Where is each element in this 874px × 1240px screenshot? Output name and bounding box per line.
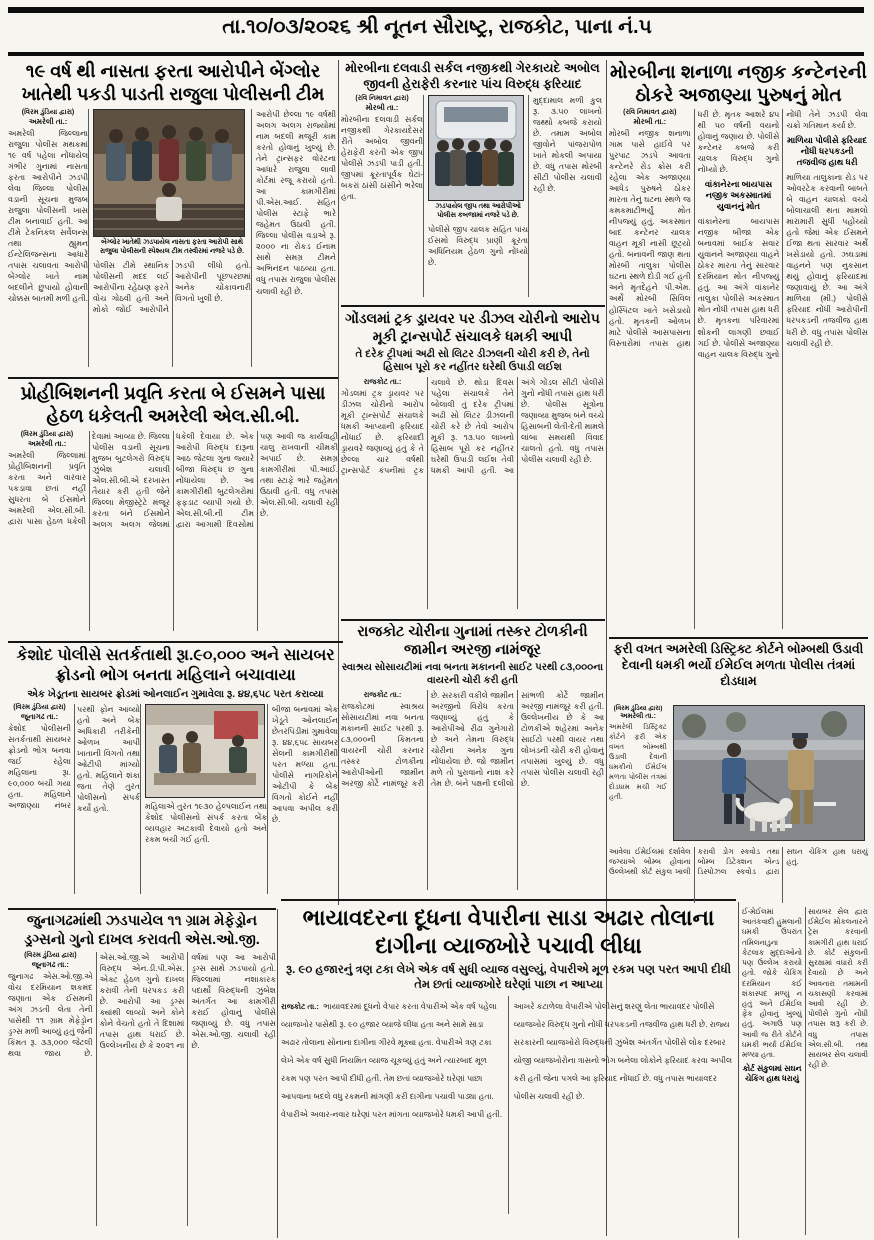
article-divider xyxy=(609,637,868,639)
article-body-columns xyxy=(8,704,343,894)
article-body-columns xyxy=(8,952,276,1226)
body-text: ગોંડલમાં ટ્રક ડ્રાયવર પર ડીઝલ ચોરીનો આરોપ મૂકી ટ્રાન્સપોર્ટ સંચાલકે ધમકી આપ્યાની ફરિયાદ નોંધાઈ છે. ફરિયાદી ડ્રાયવરે જણાવ્યું હતું કે તે છેલ્લા ચાર વર્ષથી ટ્રાન્સપોર્ટ કંપનીમાં ટ્રક ચલાવે છે. થોડા દિવસ પહેલા સંચાલકે તેને બોલાવી તું દરેક ટ્રીપમાં અઢી સો લિટર ડીઝલની ચોરી કરે છે તેવો આરોપ મૂકી રૂ. ૧૩.૫૦ લાખનો હિસાબ પૂરો કર નહીંતર ઘરેથી ઉપાડી લઈશ તેવી ધમકી આપી હતી. આ અંગે ગોંડલ સીટી પોલીસે ગુનો નોંધી તપાસ હાથ ધરી છે. પોલીસ સૂત્રોના જણાવ્યા મુજબ બંને વચ્ચે હિસાબની લેતી-દેતી મામલે લાંબા સમયથી વિવાદ ચાલતો હતો. વધુ તપાસ પોલીસ ચલાવી રહી છે. xyxy=(341,378,604,476)
byline: (રવિ નિમાવત દ્વારા) xyxy=(355,95,409,102)
body-text: કેશોદ પોલીસની સતર્કતાથી સાયબર ફ્રોડનો ભોગ બનવા જઈ રહેલા મહિલાના રૂા. ૯૦,૦૦૦ બચી ગયા હતા. મહિલાને અજાણ્યા નંબર પરથી ફોન આવ્યો હતો અને બેંક અધિકારી તરીકેની ઓળખ આપી ખાતાની વિગતો તથા ઓટીપી માંગ્યો હતો. મહિલાને શંકા જતા તેણે તુરંત પોલીસનો સંપર્ક કર્યો હતો. xyxy=(8,705,140,814)
body-text: અમરેલી જિલ્લામાં પ્રોહીબિશનની પ્રવૃતિ કરતા અને વારંવાર પકડાવા છતાં નહીં સુધરતા બે ઈસમોને અમરેલી એલ.સી.બી. દ્વારા પાસા હેઠળ ધકેલી દેવામાં આવ્યા છે. જિલ્લા પોલીસ વડાની સૂચના મુજબ બુટલેગરો વિરુદ્ધ ઝુંબેશ ચલાવી એલ.સી.બી.એ દરખાસ્ત તૈયાર કરી હતી જેને જિલ્લા મેજીસ્ટ્રેટે મંજૂર કરતા બંને ઈસમોને અલગ અલગ જેલમાં ધકેલી દેવાયા છે. એક આરોપી વિરુદ્ધ દારૂના આઠ જેટલા ગુના જ્યારે બીજા વિરુદ્ધ છ ગુના નોંધાયેલા છે. આ કામગીરીથી બુટલેગરોમાં ફફડાટ વ્યાપી ગયો છે. એલ.સી.બી.ની ટીમ દ્વારા આગામી દિવસોમાં પણ આવી જ કાર્યવાહી ચાલુ રાખવાની ચીમકી અપાઈ છે. સમગ્ર કામગીરીમાં પી.આઈ. તથા સ્ટાફે ભારે જહેમત ઉઠાવી હતી. વધુ તપાસ એલ.સી.બી. ચલાવી રહી છે. xyxy=(8,432,338,530)
headline: ફરી વખત અમરેલી ડિસ્ટ્રિક્ટ કોર્ટને બોમ્બથી ઉડાવી દેવાની ધમકી ભર્યો ઈમેઈલ મળતા પોલીસ તંત્રમાં દોડધામ xyxy=(613,642,864,688)
byline: (વિરમ ડુંડિયા દ્વારા) xyxy=(13,704,66,711)
photo-column xyxy=(88,109,251,367)
article-body-columns xyxy=(281,996,736,1214)
photo-column xyxy=(423,95,528,297)
photo-column xyxy=(140,704,267,894)
article-body-columns xyxy=(609,109,868,629)
headline: મોરબીના દલવાડી સર્કલ નજીકથી ગેરકાયદે અબોલ જીવની હેરાફેરી કરનાર પાંચ વિરુદ્ધ ફરિયાદ xyxy=(345,61,600,91)
headline: મોરબીના શનાળા નજીક કન્ટેનરની ઠોકરે અજાણ્યા પુરુષનું મોત xyxy=(610,61,867,105)
article-body-columns xyxy=(341,690,604,890)
article-divider xyxy=(8,377,338,379)
byline: (વિરમ ડુંડિયા દ્વારા) xyxy=(20,431,74,438)
text-column xyxy=(528,95,602,297)
masthead-top-rule xyxy=(8,7,864,13)
headline: રાજકોટ ચોરીના ગુનામાં તસ્કર ટોળકીની જામીન અરજી નામંજૂર xyxy=(357,624,588,658)
column-rule xyxy=(277,909,278,1238)
subheadline: સ્વાશ્રય સોસાયટીમાં નવા બનતા મકાનની સાઈટ પરથી ૮૩,૦૦૦ના વાયરની ચોરી કરી હતી xyxy=(341,662,604,686)
body-text: આવેલા ઈમેઈલમાં દર્શાવેલ જગ્યાએ બોમ્બ હોવાના ઉલ્લેખથી કોર્ટ સંકુલ ખાલી કરાવી ડોગ સ્કવોડ તથા બોમ્બ ડિટેક્શન એન્ડ ડિસ્પોઝલ સ્કવોડ દ્વારા સઘન ચેકિંગ હાથ ધરાયું હતું. xyxy=(609,847,868,877)
dateline: મોરબી તા.: xyxy=(365,103,399,112)
dateline: અમરેલી તા.: xyxy=(28,117,68,126)
article-divider xyxy=(8,908,276,910)
body-text: મોરબી નજીક શનાળા ગામ પાસે હાઈવે પર પુરપાટ ઝડપે આવતા કન્ટેનરે રોડ ક્રોસ કરી રહેલા એક અજાણ્યા આધેડ પુરુષને ઠોકર મારતા તેનું ઘટના સ્થળે જ કમકમાટીભર્યું મોત નીપજ્યું હતું. અકસ્માત બાદ કન્ટેનર ચાલક વાહન મૂકી નાસી છૂટ્યો હતો. બનાવની જાણ થતા મોરબી તાલુકા પોલીસ ઘટના સ્થળે દોડી ગઈ હતી અને મૃતદેહને પી.એમ. અર્થે મોરબી સિવિલ હોસ્પિટલ ખાતે ખસેડાયો હતો. મૃતકની ઓળખ માટે પોલીસે આસપાસના વિસ્તારોમાં તપાસ હાથ ધરી છે. મૃતક આશરે ૪૫ થી ૫૦ વર્ષની વયનો હોવાનું જણાય છે. પોલીસે કન્ટેનર કબજે કરી ચાલક વિરુદ્ધ ગુનો નોંધ્યો છે. xyxy=(609,110,780,348)
headline: કેશોદ પોલીસે સતર્કતાથી રૂા.૯૦,૦૦૦ અને સાયબર ફ્રોડનો ભોગ બનતા મહિલાને બચાવાયા xyxy=(16,647,335,684)
body-text: પોલીસે જીપ ચાલક સહિત પાંચ ઈસમો વિરુદ્ધ પ્રાણી ક્રૂરતા અધિનિયમ હેઠળ ગુનો નોંધ્યો છે. xyxy=(428,224,528,267)
article-prohibition-pasa xyxy=(8,382,338,638)
article-rajula-fugitive xyxy=(8,60,338,376)
byline: (વિરમ ડુંડિયા દ્વારા) xyxy=(24,952,77,959)
body-text: આરોપી છેલ્લા ૧૯ વર્ષથી અલગ અલગ રાજ્યોમાં નામ બદલી મજૂરી કામ કરતો હોવાનું ખુલ્યું છે. તેને ટ્રાન્સફર વોરંટના આધારે રાજુલા લાવી કોર્ટમાં રજૂ કરાયો હતો. આ કામગીરીમાં પી.એસ.આઈ. સહિત પોલીસ સ્ટાફે ભારે જહેમત ઉઠાવી હતી. જિલ્લા પોલીસ વડાએ રૂ. ૨૦૦૦ ના રોકડ ઈનામ સાથે સમગ્ર ટીમને અભિનંદન પાઠવ્યા હતા. વધુ તપાસ રાજુલા પોલીસ ચલાવી રહી છે. xyxy=(256,110,336,296)
headline: ભાયાવદરના દૂધના વેપારીના સાડા અઢાર તોલાના દાગીના વ્યાજખોરે પચાવી લીધા xyxy=(302,905,715,958)
dog-squad-photo xyxy=(673,705,865,841)
suspects-group-photo-image xyxy=(93,109,245,237)
article-divider xyxy=(341,305,605,307)
dateline: મોરબી તા.: xyxy=(633,117,667,126)
article-body-columns xyxy=(341,95,604,297)
article-bhayavadar-moneylender xyxy=(281,904,736,1238)
suspects-group-photo xyxy=(93,109,251,257)
headline: પ્રોહીબિશનની પ્રવૃતિ કરતા બે ઈસમને પાસા હેઠળ ધકેલતી અમરેલી એલ.સી.બી. xyxy=(20,383,326,426)
subheadline: રૂ. ૯૦ હજારનું ત્રણ ટકા લેખે એક વર્ષ સુધી વ્યાજ વસુલ્યું, વેપારીએ મૂળ રકમ પણ પરત આપી દીધી તેમ છતાં વ્યાજખોરે ઘરેણાં પાછા ન આપ્યા xyxy=(286,964,731,991)
body-text: માળિયા તાલુકાના રોડ પર ઓવરટેક કરવાની બાબતે બે વાહન ચાલકો વચ્ચે બોલાચાલી થતા મામલો મારામારી સુધી પહોંચ્યો હતો જેમાં એક ઈસમને ઈજા થતા સારવાર અર્થે ખસેડાયો હતો. ઝઘડામાં વાહનને પણ નુકસાન થયું હોવાનું ફરિયાદમાં જણાવાયું છે. આ અંગે માળિયા (મી.) પોલીસે ફરિયાદ નોંધી આરોપીની ધરપકડની તજવીજ હાથ ધરી છે. વધુ તપાસ પોલીસ ચલાવી રહી છે. xyxy=(786,173,868,348)
subheadline: એક ખેડૂતના સાયબર ફ્રોડમાં ઓનલાઈન ગુમાવેલા રૂ. ૪૪,૬૫૮ પરત કરાવ્યા xyxy=(27,689,324,700)
text-column xyxy=(341,95,423,297)
body-text: અમરેલી ડિસ્ટ્રિક્ટ કોર્ટને ફરી એક વખત બોમ્બથી ઉડાવી દેવાની ધમકીનો ઈમેઈલ મળતા પોલીસ તંત્રમાં દોડધામ મચી ગઈ હતી. xyxy=(609,722,667,801)
article-gondal-threat xyxy=(341,309,604,615)
article-body-columns xyxy=(8,109,338,367)
byline: (વિરમ ડુંડિયા દ્વારા) xyxy=(21,109,75,116)
byline: (વિરમ ડુંડિયા દ્વારા) xyxy=(613,705,663,712)
article-dalwadi-smuggling xyxy=(341,60,604,304)
body-text: રાજકોટમાં સ્વાશ્રય સોસાયટીમાં નવા બનતા મકાનની સાઈટ પરથી રૂ. ૮૩,૦૦૦ની કિંમતના વાયરની ચોરી કરનાર તસ્કર ટોળકીના આરોપીઓની જામીન અરજી કોર્ટે નામંજૂર કરી છે. સરકારી વકીલે જામીન અરજીનો વિરોધ કરતા જણાવ્યું હતું કે આરોપીઓ રીઢા ગુનેગારો છે અને તેમના વિરુદ્ધ ચોરીના અનેક ગુના નોંધાયેલા છે. જો જામીન મળે તો પુરાવાનો નાશ કરે તેમ છે. બંને પક્ષની દલીલો સાંભળી કોર્ટે જામીન અરજી નામંજૂર કરી હતી. ઉલ્લેખનીય છે કે આ ટોળકીએ શહેરમાં અનેક સાઈટો પરથી વાયર તથા લોખંડની ચોરી કરી હોવાનું તપાસમાં ખુલ્યું છે. વધુ તપાસ પોલીસ ચલાવી રહી છે. xyxy=(341,691,604,789)
masthead-dateline: તા.૧૦/૦૩/૨૦૨૬ શ્રી નૂતન સૌરાષ્ટ્ર, રાજકોટ, પાના નં.૫ xyxy=(222,16,652,38)
article-continuation-columns xyxy=(742,907,868,1235)
article-rajkot-bail xyxy=(341,623,604,897)
cyber-fraud-scene-photo-image xyxy=(145,704,265,798)
dateline: જૂનાગઢ તા.: xyxy=(20,712,59,721)
headline: જુનાગઢમાંથી ઝડપાયેલ ૧૧ ગ્રામ મેફેડ્રોન ડ્રગ્સનો ગુનો દાખલ કરાવતી એસ.ઓ.જી. xyxy=(24,913,260,948)
subheadline: તે દરેક ટ્રીપમાં અઢી સો લિટર ડીઝલની ચોરી કરી છે, તેનો હિસાબ પૂરો કર નહીંતર ઘરેથી ઉપાડી લઈશ xyxy=(355,348,590,373)
body-text: જુનાગઢ એસ.ઓ.જી.એ વોચ દરમિયાન શકમંદ જણાતા એક ઈસમની અંગ ઝડતી લેતા તેની પાસેથી ૧૧ ગ્રામ મેફેડ્રોન ડ્રગ્સ મળી આવ્યું હતું જેની કિંમત રૂ. ૩૩,૦૦૦ જેટલી થવા જાય છે. એસ.ઓ.જી.એ આરોપી વિરુદ્ધ એન.ડી.પી.એસ. એક્ટ હેઠળ ગુનો દાખલ કરાવી તેની ધરપકડ કરી છે. આરોપી આ ડ્રગ્સ ક્યાંથી લાવ્યો અને કોને કોને વેચતો હતો તે દિશામાં તપાસ હાથ ધરાઈ છે. ઉલ્લેખનીય છે કે ૨૦૨૧ ના વર્ષમાં પણ આ આરોપી ડ્રગ્સ સાથે ઝડપાયો હતો. જિલ્લામાં નશાકારક પદાર્થો વિરુદ્ધની ઝુંબેશ અંતર્ગત આ કામગીરી કરાઈ હોવાનું પોલીસે જણાવ્યું છે. વધુ તપાસ એસ.ઓ.જી. ચલાવી રહી છે. xyxy=(8,953,276,1059)
text-column xyxy=(8,704,140,894)
article-divider xyxy=(341,619,605,621)
byline: (રવિ નિમાવત દ્વારા) xyxy=(623,109,677,116)
dateline: રાજકોટ તા.: xyxy=(363,690,402,699)
dateline: રાજકોટ તા.: xyxy=(363,377,402,386)
headline: ૧૯ વર્ષ થી નાસતા ફરતા આરોપીને બેંગ્લોર ખાતેથી પકડી પાડતી રાજુલા પોલીસની ટીમ xyxy=(21,61,325,104)
body-text: ઈ-મેઈલમાં આતંકવાદી હુમલાની ધમકી ઉપરાંત તમિલનાડુના કેટલાક મુદ્દાઓનો પણ ઉલ્લેખ કરાયો હતો. જોકે ચેકિંગ દરમિયાન કંઈ શંકાસ્પદ મળ્યું ન હતું અને ઈમેઈલ ફેક હોવાનું ખુલ્યું હતું. અગાઉ પણ આવી જ રીતે કોર્ટને ધમકી ભર્યા ઈમેઈલ મળ્યા હતા. xyxy=(742,907,802,1060)
jeep-suspects-photo xyxy=(428,95,528,221)
article-keshod-cyberfraud xyxy=(8,646,343,904)
dateline: રાજકોટ તા.: xyxy=(281,1002,319,1011)
inner-subhead: કોર્ટ સંકુલમાં સઘન ચેકિંગ હાથ ધરાયું xyxy=(742,1064,802,1084)
dateline: અમરેલી તા.: xyxy=(620,713,656,720)
jeep-suspects-photo-image xyxy=(428,95,524,201)
body-text: સાયબર સેલ દ્વારા ઈમેઈલ મોકલનારને ટ્રેસ કરવાની કામગીરી હાથ ધરાઈ છે. કોર્ટ સંકુલની સુરક્ષામાં વધારો કરી દેવાયો છે અને આવનારા તમામની ચકાસણી કરવામાં આવી રહી છે. પોલીસે ગુનો નોંધી તપાસ શરૂ કરી છે. વધુ તપાસ એલ.સી.બી. તથા સાયબર સેલ ચલાવી રહી છે. xyxy=(808,907,868,1070)
inner-subhead: વાંકાનેરના બાયપાસ નજીક અકસ્માતમાં યુવાનનું મોત xyxy=(704,179,773,212)
dateline: જૂનાગઢ તા.: xyxy=(31,960,69,969)
article-divider xyxy=(8,641,343,643)
cyber-fraud-scene-photo xyxy=(145,704,267,798)
inner-subhead: માળિયા પોલીસે ફરિયાદ નોંધી ધરપકડની તજવીજ હાથ ધરી xyxy=(787,135,868,168)
text-column xyxy=(267,704,338,894)
text-column xyxy=(609,705,667,845)
text-column xyxy=(8,109,88,367)
article-body-columns xyxy=(8,431,338,631)
photo-caption: ઝડપાયેલ જીપ તથા આરોપીઓ પોલીસ કબજામાં નજરે પડે છે. xyxy=(435,203,521,219)
body-text: વાંકાનેરના બાયપાસ નજીક બીજા એક બનાવમાં બાઈક સવાર યુવાનને અજાણ્યા વાહને ઠોકર મારતા તેનું સારવાર દરમિયાન મોત નીપજ્યું હતું. આ અંગે વાંકાનેર તાલુકા પોલીસે અકસ્માત મોત નોંધી તપાસ હાથ ધરી છે. મૃતકના પરિવારમાં શોકની લાગણી છવાઈ ગઈ છે. પોલીસે અજાણ્યા વાહન ચાલક વિરુદ્ધ ગુનો નોંધી તેને ઝડપી લેવા ચક્રો ગતિમાન કર્યા છે. xyxy=(697,110,868,359)
article-shanala-accident xyxy=(609,60,868,636)
body-text: અમરેલી જિલ્લાના રાજુલા પોલીસ મથકમાં ૧૯ વર્ષ પહેલા નોંધાયેલ ગંભીર ગુનામાં નાસતા ફરતા આરોપીને ઝડપી લેવા જિલ્લા પોલીસ વડાની સૂચના મુજબ રાજુલા પોલીસની ખાસ ટીમ બનાવાઈ હતી. આ ટીમે ટેકનિકલ સર્વેલન્સ તથા હ્યુમન ઈન્ટેલિજન્સના આધારે તપાસ ચલાવતા આરોપી બેંગ્લોર ખાતે નામ બદલીને છુપાયો હોવાની ચોક્કસ બાતમી મળી હતી. xyxy=(8,129,88,304)
article-body-columns xyxy=(341,377,604,609)
text-column xyxy=(251,109,336,367)
body-text: બીજા બનાવમાં એક ખેડૂતે ઓનલાઈન છેતરપિંડીમાં ગુમાવેલા રૂ. ૪૪,૬૫૮ સાયબર સેલની કામગીરીથી પરત મળ્યા હતા. પોલીસે નાગરિકોને ઓટીપી કે બેંક વિગતો કોઈને નહીં આપવા અપીલ કરી છે. xyxy=(272,705,338,825)
body-text: મહિલાએ તુરંત ૧૯૩૦ હેલ્પલાઈન તથા કેશોદ પોલીસનો સંપર્ક કરતા બેંક વ્યવહાર અટકાવી દેવાયો હતો અને રકમ બચી ગઈ હતી. xyxy=(145,802,267,845)
body-text: ભાયાવદરમાં દૂધનો વેપાર કરતા વેપારીએ એક વર્ષ પહેલા વ્યાજખોર પાસેથી રૂ. ૯૦ હજાર વ્યાજે લીધા હતા અને સામે સાડા અઢાર તોલાના સોનાના દાગીના ગીરવે મૂક્યા હતા. વેપારીએ ત્રણ ટકા લેખે એક વર્ષ સુધી નિયમિત વ્યાજ ચૂકવ્યું હતું અને ત્યારબાદ મૂળ રકમ પણ પરત આપી દીધી હતી. તેમ છતાં વ્યાજખોરે ઘરેણાં પાછા આપવાના બદલે વધુ રકમની માંગણી કરી દાગીના પચાવી પાડ્યા હતા. વેપારીએ અવાર-નવાર ઘરેણાં પરત માંગતા વ્યાજખોરે ધમકી આપી હતી. આખરે કંટાળેલા વેપારીએ પોલીસનું શરણું લેતા ભાયાવદર પોલીસે વ્યાજખોર વિરુદ્ધ ગુનો નોંધી ધરપકડની તજવીજ હાથ ધરી છે. રાજ્ય સરકારની વ્યાજખોરો વિરુદ્ધની ઝુંબેશ અંતર્ગત પોલીસે લોક દરબાર યોજી વ્યાજખોરોના ત્રાસનો ભોગ બનેલા લોકોને ફરિયાદ કરવા અપીલ કરી હતી જેના પગલે આ ફરિયાદ નોંધાઈ છે. વધુ તપાસ ભાયાવદર પોલીસ ચલાવી રહી છે. xyxy=(281,1002,733,1119)
dog-squad-photo-image xyxy=(673,705,865,841)
body-text: પોલીસ ટીમે સ્થાનિક પોલીસની મદદ લઈ આરોપીના રહેઠાણ ફરતે વોચ ગોઠવી હતી અને મોકો જોઈ આરોપીને ઝડપી લીધો હતો. આરોપીની પૂછપરછમાં અનેક ચોંકાવનારી વિગતો ખુલી છે. xyxy=(93,260,251,314)
body-text: મુદ્દામાલ મળી કુલ રૂ. ૩.૫૦ લાખનો જથ્થો કબજે કરાયો છે. તમામ અબોલ જીવોને પાંજરાપોળ ખાતે મોકલી અપાયા છે. વધુ તપાસ મોરબી સીટી પોલીસ ચલાવી રહી છે. xyxy=(533,96,602,194)
dateline: અમરેલી તા.: xyxy=(27,439,67,448)
article-body-columns xyxy=(609,847,868,903)
body-text: મોરબીના દલવાડી સર્કલ નજીકથી ગેરકાયદેસર રીતે અબોલ જીવની હેરાફેરી કરતી એક જીપ પોલીસે ઝડપી પાડી હતી. જીપમાં ક્રૂરતાપૂર્વક ઘેટાં-બકરાં ઠાંસી ઠાંસીને ભરેલા હતા. xyxy=(341,115,423,202)
headline: ગોંડલમાં ટ્રક ડ્રાયવર પર ડીઝલ ચોરીનો આરોપ મૂકી ટ્રાન્સપોર્ટ સંચાલકે ધમકી આપી xyxy=(345,310,600,344)
masthead-bottom-rule xyxy=(8,52,864,56)
article-junagadh-drugs xyxy=(8,912,276,1238)
photo-caption: બેંગ્લોર ખાતેથી ઝડપાયેલ નાસતા ફરતા આરોપી સાથે રાજુલા પોલીસની સ્પેશ્યલ ટીમ તસ્વીરમાં નજરે પડે છે. xyxy=(99,239,245,255)
